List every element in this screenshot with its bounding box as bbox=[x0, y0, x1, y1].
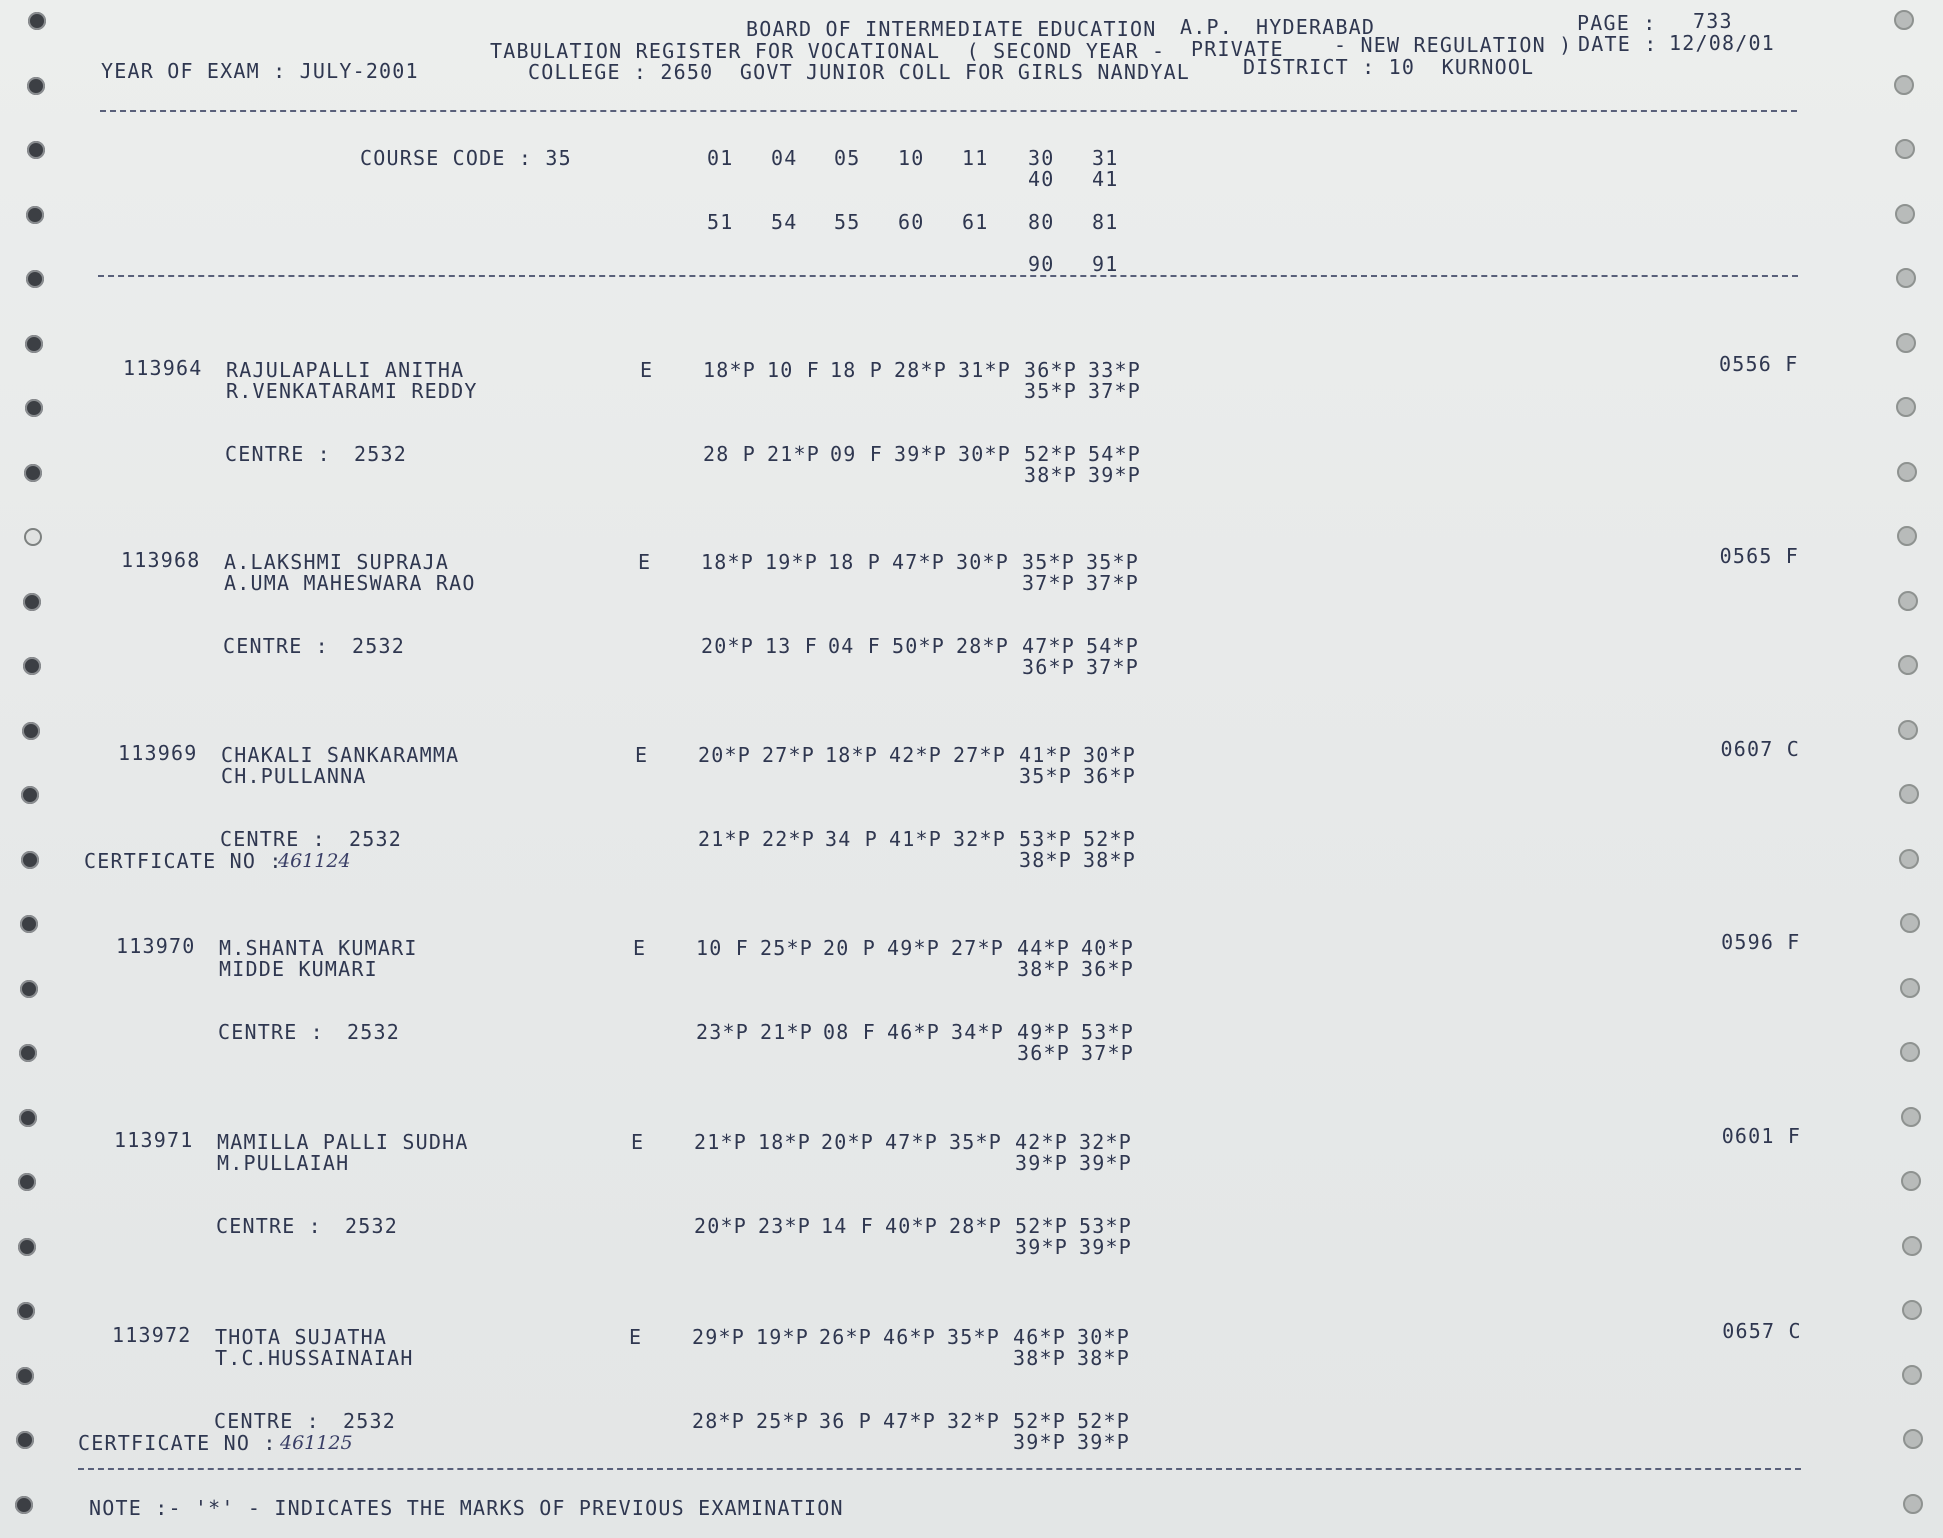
feed-hole-right bbox=[1896, 333, 1916, 353]
medium: E bbox=[638, 550, 652, 574]
mark-cell: 25*P bbox=[756, 1409, 809, 1433]
feed-hole-right bbox=[1900, 978, 1920, 998]
feed-hole-left bbox=[25, 335, 43, 353]
mark-cell: 52*P bbox=[1077, 1409, 1130, 1433]
total-result: 0596 F bbox=[1721, 930, 1801, 954]
feed-hole-left bbox=[21, 851, 39, 869]
feed-hole-left bbox=[27, 141, 45, 159]
mark-cell: 42*P bbox=[1015, 1130, 1068, 1154]
course-code-cell: 80 bbox=[1028, 210, 1055, 234]
medium: E bbox=[640, 358, 654, 382]
medium: E bbox=[633, 936, 647, 960]
centre-number: 2532 bbox=[345, 1214, 398, 1238]
centre-label: CENTRE : bbox=[220, 827, 326, 851]
certificate-number-handwritten: 461125 bbox=[280, 1432, 353, 1454]
feed-hole-right bbox=[1900, 1042, 1920, 1062]
mark-cell: 36*P bbox=[1083, 764, 1136, 788]
mark-cell: 46*P bbox=[887, 1020, 940, 1044]
feed-hole-left bbox=[24, 464, 42, 482]
feed-hole-right bbox=[1899, 784, 1919, 804]
feed-hole-left bbox=[18, 1238, 36, 1256]
private-label: PRIVATE bbox=[1191, 37, 1284, 61]
feed-hole-left bbox=[19, 1044, 37, 1062]
feed-hole-left bbox=[26, 206, 44, 224]
feed-hole-right bbox=[1895, 204, 1915, 224]
mark-cell: 14 F bbox=[821, 1214, 874, 1238]
centre-number: 2532 bbox=[343, 1409, 396, 1433]
course-code-cell: 05 bbox=[834, 146, 861, 170]
mark-cell: 19*P bbox=[765, 550, 818, 574]
feed-hole-right bbox=[1894, 75, 1914, 95]
feed-hole-left bbox=[23, 657, 41, 675]
mark-cell: 30*P bbox=[956, 550, 1009, 574]
mark-cell: 09 F bbox=[830, 442, 883, 466]
certificate-label: CERTFICATE NO : bbox=[84, 849, 283, 873]
mark-cell: 39*P bbox=[1088, 463, 1141, 487]
mark-cell: 18 P bbox=[828, 550, 881, 574]
mark-cell: 36*P bbox=[1024, 358, 1077, 382]
course-code-cell: 54 bbox=[771, 210, 798, 234]
feed-hole-right bbox=[1896, 268, 1916, 288]
mark-cell: 38*P bbox=[1019, 848, 1072, 872]
feed-hole-left bbox=[17, 1302, 35, 1320]
course-code-cell: 61 bbox=[962, 210, 989, 234]
mark-cell: 39*P bbox=[1015, 1235, 1068, 1259]
mark-cell: 38*P bbox=[1083, 848, 1136, 872]
total-result: 0565 F bbox=[1719, 544, 1800, 568]
mark-cell: 37*P bbox=[1086, 571, 1139, 595]
centre-label: CENTRE : bbox=[214, 1409, 320, 1433]
student-name: THOTA SUJATHA bbox=[215, 1325, 388, 1349]
mark-cell: 20*P bbox=[821, 1130, 874, 1154]
centre-label: CENTRE : bbox=[216, 1214, 322, 1238]
course-code-cell: 40 bbox=[1028, 167, 1055, 191]
mark-cell: 52*P bbox=[1024, 442, 1077, 466]
mark-cell: 10 F bbox=[696, 936, 749, 960]
mark-cell: 39*P bbox=[1013, 1430, 1066, 1454]
mark-cell: 28*P bbox=[692, 1409, 745, 1433]
mark-cell: 40*P bbox=[885, 1214, 938, 1238]
feed-hole-left bbox=[26, 270, 44, 288]
date-label: DATE : bbox=[1578, 32, 1658, 56]
centre-label: CENTRE : bbox=[223, 634, 329, 658]
mark-cell: 53*P bbox=[1081, 1020, 1134, 1044]
mark-cell: 18*P bbox=[825, 743, 878, 767]
mark-cell: 37*P bbox=[1086, 655, 1139, 679]
mark-cell: 47*P bbox=[885, 1130, 938, 1154]
mark-cell: 21*P bbox=[767, 442, 820, 466]
feed-hole-left bbox=[22, 722, 40, 740]
mark-cell: 18*P bbox=[758, 1130, 811, 1154]
feed-hole-left bbox=[24, 528, 42, 546]
parent-name: A.UMA MAHESWARA RAO bbox=[224, 571, 476, 595]
city-label: HYDERABAD bbox=[1256, 15, 1376, 39]
hall-ticket-number: 113968 bbox=[121, 548, 201, 572]
feed-hole-left bbox=[25, 399, 43, 417]
parent-name: CH.PULLANNA bbox=[221, 764, 367, 788]
mark-cell: 30*P bbox=[1077, 1325, 1130, 1349]
mark-cell: 21*P bbox=[694, 1130, 747, 1154]
hall-ticket-number: 113972 bbox=[112, 1323, 192, 1347]
mark-cell: 30*P bbox=[1083, 743, 1136, 767]
mark-cell: 39*P bbox=[1077, 1430, 1130, 1454]
student-name: CHAKALI SANKARAMMA bbox=[221, 743, 460, 767]
college-label: COLLEGE : 2650 GOVT JUNIOR COLL FOR GIRLS NANDYAL bbox=[528, 60, 1191, 84]
feed-hole-right bbox=[1894, 10, 1914, 30]
mark-cell: 39*P bbox=[1079, 1151, 1132, 1175]
mark-cell: 20*P bbox=[694, 1214, 747, 1238]
course-code-cell: 60 bbox=[898, 210, 925, 234]
course-code: COURSE CODE : 35 bbox=[360, 146, 572, 170]
certificate-number-handwritten: 461124 bbox=[278, 850, 351, 872]
mark-cell: 36*P bbox=[1022, 655, 1075, 679]
feed-hole-right bbox=[1898, 591, 1918, 611]
mark-cell: 28*P bbox=[949, 1214, 1002, 1238]
course-code-cell: 01 bbox=[707, 146, 734, 170]
mark-cell: 20 P bbox=[823, 936, 876, 960]
parent-name: MIDDE KUMARI bbox=[219, 957, 378, 981]
feed-hole-right bbox=[1896, 397, 1916, 417]
course-code-cell: 30 bbox=[1028, 146, 1055, 170]
total-result: 0601 F bbox=[1721, 1124, 1802, 1148]
course-code-cell: 91 bbox=[1092, 252, 1119, 276]
mark-cell: 20*P bbox=[701, 634, 754, 658]
mark-cell: 50*P bbox=[892, 634, 945, 658]
mark-cell: 44*P bbox=[1017, 936, 1070, 960]
student-name: RAJULAPALLI ANITHA bbox=[226, 358, 465, 382]
mark-cell: 36*P bbox=[1081, 957, 1134, 981]
mark-cell: 47*P bbox=[892, 550, 945, 574]
note-text: NOTE :- '*' - INDICATES THE MARKS OF PREVIOUS EXAMINATION bbox=[89, 1496, 844, 1520]
hall-ticket-number: 113969 bbox=[118, 741, 198, 765]
mark-cell: 38*P bbox=[1024, 463, 1077, 487]
feed-hole-right bbox=[1901, 1171, 1921, 1191]
course-code-cell: 51 bbox=[707, 210, 734, 234]
feed-hole-left bbox=[19, 1109, 37, 1127]
mark-cell: 08 F bbox=[823, 1020, 876, 1044]
feed-hole-left bbox=[28, 12, 46, 30]
hall-ticket-number: 113971 bbox=[114, 1128, 194, 1152]
footer-divider bbox=[78, 1468, 1801, 1470]
mark-cell: 28*P bbox=[894, 358, 947, 382]
certificate-label: CERTFICATE NO : bbox=[78, 1431, 277, 1455]
mark-cell: 40*P bbox=[1081, 936, 1134, 960]
mark-cell: 52*P bbox=[1083, 827, 1136, 851]
mark-cell: 39*P bbox=[1015, 1151, 1068, 1175]
parent-name: T.C.HUSSAINAIAH bbox=[215, 1346, 414, 1370]
feed-hole-right bbox=[1901, 1107, 1921, 1127]
mark-cell: 38*P bbox=[1013, 1346, 1066, 1370]
mark-cell: 18 P bbox=[830, 358, 883, 382]
mark-cell: 35*P bbox=[947, 1325, 1000, 1349]
feed-hole-right bbox=[1899, 849, 1919, 869]
mark-cell: 38*P bbox=[1017, 957, 1070, 981]
hall-ticket-number: 113970 bbox=[116, 934, 196, 958]
mark-cell: 19*P bbox=[756, 1325, 809, 1349]
mark-cell: 41*P bbox=[1019, 743, 1072, 767]
mark-cell: 35*P bbox=[1022, 550, 1075, 574]
feed-hole-right bbox=[1897, 462, 1917, 482]
mark-cell: 39*P bbox=[894, 442, 947, 466]
mark-cell: 34 P bbox=[825, 827, 878, 851]
feed-hole-left bbox=[21, 786, 39, 804]
mark-cell: 30*P bbox=[958, 442, 1011, 466]
mark-cell: 29*P bbox=[692, 1325, 745, 1349]
feed-hole-left bbox=[15, 1496, 33, 1514]
total-result: 0607 C bbox=[1720, 737, 1800, 761]
mark-cell: 20*P bbox=[698, 743, 751, 767]
feed-hole-left bbox=[18, 1173, 36, 1191]
mark-cell: 47*P bbox=[1022, 634, 1075, 658]
centre-number: 2532 bbox=[347, 1020, 400, 1044]
feed-hole-right bbox=[1898, 720, 1918, 740]
mark-cell: 37*P bbox=[1022, 571, 1075, 595]
feed-hole-right bbox=[1902, 1300, 1922, 1320]
feed-hole-right bbox=[1902, 1365, 1922, 1385]
mark-cell: 36 P bbox=[819, 1409, 872, 1433]
mark-cell: 47*P bbox=[883, 1409, 936, 1433]
mark-cell: 53*P bbox=[1079, 1214, 1132, 1238]
medium: E bbox=[631, 1130, 645, 1154]
mark-cell: 23*P bbox=[758, 1214, 811, 1238]
mark-cell: 35*P bbox=[1019, 764, 1072, 788]
mark-cell: 35*P bbox=[1086, 550, 1139, 574]
course-code-cell: 90 bbox=[1028, 252, 1055, 276]
mark-cell: 27*P bbox=[951, 936, 1004, 960]
course-code-cell: 55 bbox=[834, 210, 861, 234]
mark-cell: 41*P bbox=[889, 827, 942, 851]
mark-cell: 33*P bbox=[1088, 358, 1141, 382]
centre-number: 2532 bbox=[354, 442, 407, 466]
feed-hole-left bbox=[23, 593, 41, 611]
total-result: 0556 F bbox=[1719, 352, 1799, 376]
mark-cell: 23*P bbox=[696, 1020, 749, 1044]
medium: E bbox=[635, 743, 649, 767]
feed-hole-right bbox=[1903, 1494, 1923, 1514]
feed-hole-left bbox=[16, 1431, 34, 1449]
mark-cell: 04 F bbox=[828, 634, 881, 658]
centre-number: 2532 bbox=[352, 634, 405, 658]
feed-hole-left bbox=[16, 1367, 34, 1385]
mark-cell: 49*P bbox=[887, 936, 940, 960]
mark-cell: 32*P bbox=[947, 1409, 1000, 1433]
regulation-label: - NEW REGULATION ) bbox=[1334, 33, 1573, 57]
mark-cell: 25*P bbox=[760, 936, 813, 960]
state-label: A.P. bbox=[1180, 15, 1233, 39]
mark-cell: 46*P bbox=[883, 1325, 936, 1349]
mark-cell: 32*P bbox=[953, 827, 1006, 851]
mark-cell: 13 F bbox=[765, 634, 818, 658]
feed-hole-right bbox=[1900, 913, 1920, 933]
course-code-cell: 10 bbox=[898, 146, 925, 170]
feed-hole-right bbox=[1895, 139, 1915, 159]
course-code-cell: 11 bbox=[962, 146, 989, 170]
centre-label: CENTRE : bbox=[225, 442, 331, 466]
feed-hole-left bbox=[20, 915, 38, 933]
mark-cell: 10 F bbox=[767, 358, 820, 382]
mark-cell: 31*P bbox=[958, 358, 1011, 382]
hall-ticket-number: 113964 bbox=[123, 356, 203, 380]
mark-cell: 32*P bbox=[1079, 1130, 1132, 1154]
mark-cell: 37*P bbox=[1081, 1041, 1134, 1065]
mark-cell: 52*P bbox=[1015, 1214, 1068, 1238]
page-label: PAGE : bbox=[1577, 11, 1657, 35]
mark-cell: 27*P bbox=[762, 743, 815, 767]
student-name: A.LAKSHMI SUPRAJA bbox=[224, 550, 450, 574]
course-code-cell: 41 bbox=[1092, 167, 1119, 191]
district-label: DISTRICT : 10 KURNOOL bbox=[1243, 55, 1535, 79]
mark-cell: 49*P bbox=[1017, 1020, 1070, 1044]
mark-cell: 21*P bbox=[760, 1020, 813, 1044]
mark-cell: 37*P bbox=[1088, 379, 1141, 403]
date-value: 12/08/01 bbox=[1669, 31, 1775, 55]
board-title: BOARD OF INTERMEDIATE EDUCATION bbox=[746, 17, 1157, 41]
mark-cell: 53*P bbox=[1019, 827, 1072, 851]
mark-cell: 18*P bbox=[701, 550, 754, 574]
mark-cell: 38*P bbox=[1077, 1346, 1130, 1370]
mark-cell: 34*P bbox=[951, 1020, 1004, 1044]
page-number: 733 bbox=[1693, 9, 1733, 33]
mark-cell: 52*P bbox=[1013, 1409, 1066, 1433]
medium: E bbox=[629, 1325, 643, 1349]
course-code-cell: 81 bbox=[1092, 210, 1119, 234]
feed-hole-right bbox=[1902, 1236, 1922, 1256]
register-title: TABULATION REGISTER FOR VOCATIONAL ( SECOND YEAR - bbox=[490, 39, 1166, 63]
mark-cell: 46*P bbox=[1013, 1325, 1066, 1349]
feed-hole-right bbox=[1903, 1429, 1923, 1449]
year-of-exam: YEAR OF EXAM : JULY-2001 bbox=[101, 59, 419, 83]
parent-name: R.VENKATARAMI REDDY bbox=[226, 379, 478, 403]
centre-number: 2532 bbox=[349, 827, 402, 851]
mark-cell: 21*P bbox=[698, 827, 751, 851]
mark-cell: 22*P bbox=[762, 827, 815, 851]
mark-cell: 42*P bbox=[889, 743, 942, 767]
mark-cell: 18*P bbox=[703, 358, 756, 382]
centre-label: CENTRE : bbox=[218, 1020, 324, 1044]
mark-cell: 35*P bbox=[1024, 379, 1077, 403]
mark-cell: 54*P bbox=[1086, 634, 1139, 658]
course-code-cell: 31 bbox=[1092, 146, 1119, 170]
mark-cell: 26*P bbox=[819, 1325, 872, 1349]
header-divider bbox=[100, 110, 1797, 112]
student-name: MAMILLA PALLI SUDHA bbox=[217, 1130, 469, 1154]
course-code-cell: 04 bbox=[771, 146, 798, 170]
feed-hole-left bbox=[27, 77, 45, 95]
feed-hole-left bbox=[20, 980, 38, 998]
student-name: M.SHANTA KUMARI bbox=[219, 936, 418, 960]
mark-cell: 54*P bbox=[1088, 442, 1141, 466]
mark-cell: 28*P bbox=[956, 634, 1009, 658]
mark-cell: 39*P bbox=[1079, 1235, 1132, 1259]
feed-hole-right bbox=[1897, 526, 1917, 546]
total-result: 0657 C bbox=[1722, 1319, 1802, 1343]
parent-name: M.PULLAIAH bbox=[217, 1151, 350, 1175]
mark-cell: 36*P bbox=[1017, 1041, 1070, 1065]
course-divider bbox=[98, 275, 1798, 277]
mark-cell: 28 P bbox=[703, 442, 756, 466]
feed-hole-right bbox=[1898, 655, 1918, 675]
mark-cell: 35*P bbox=[949, 1130, 1002, 1154]
mark-cell: 27*P bbox=[953, 743, 1006, 767]
